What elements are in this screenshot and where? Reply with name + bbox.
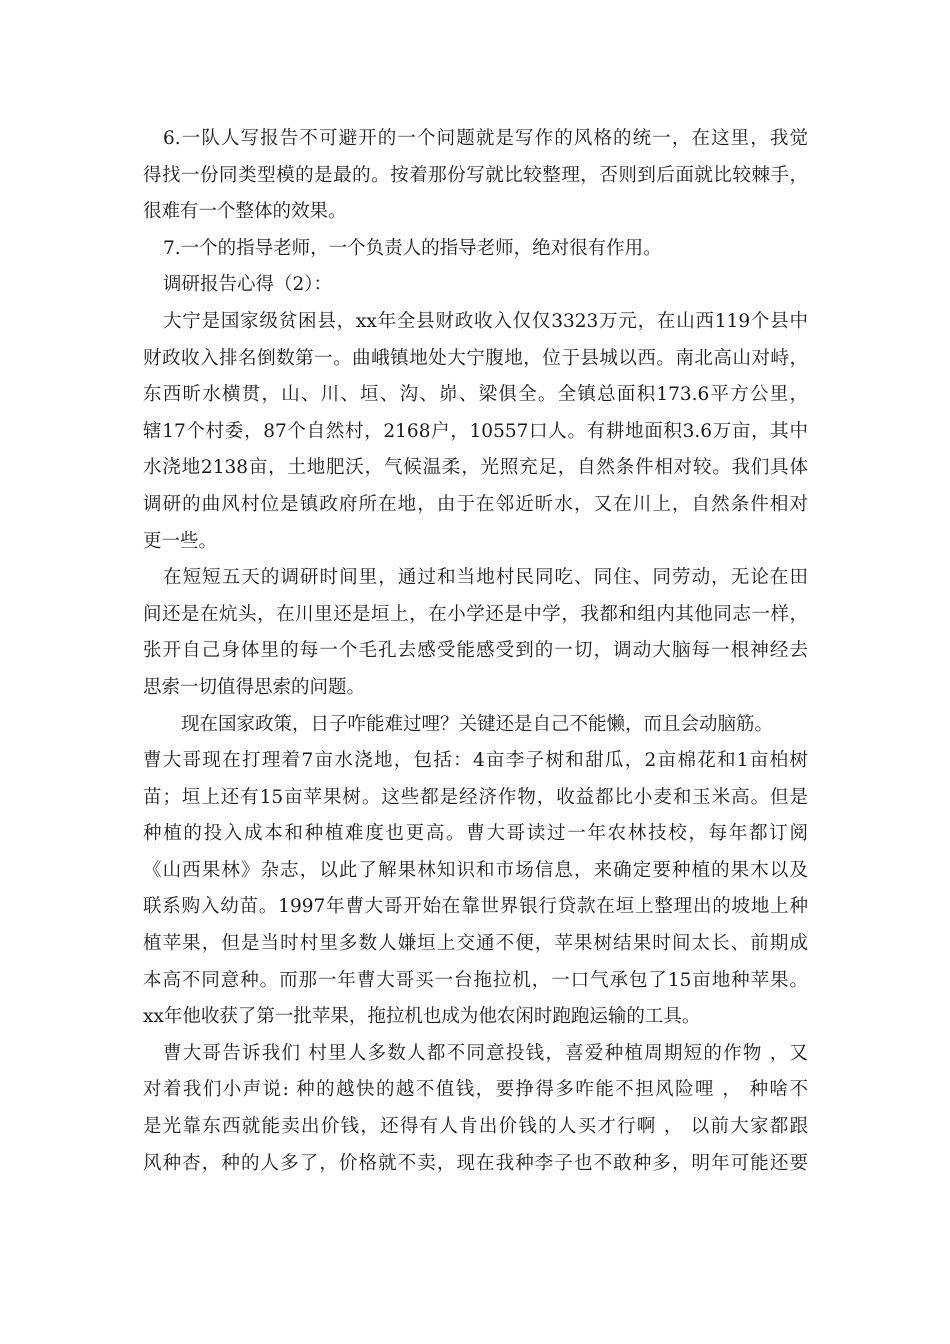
paragraph-cao-line-1: 现在国家政策，日子咋能难过哩？关键还是自己不能懒，而且会动脑筋。 xyxy=(181,713,774,735)
paragraph-fivedays-line-2: 间还是在炕头，在川里还是垣上，在小学还是中学，我都和组内其他同志一样， xyxy=(143,603,808,625)
paragraph-cao-line-8: 本高不同意种。而那一年曹大哥买一台拖拉机，一口气承包了15亩地种苹果。 xyxy=(143,969,808,991)
paragraph-fivedays-line-3: 张开自己身体里的每一个毛孔去感受能感受到的一切，调动大脑每一根神经去 xyxy=(143,640,808,662)
paragraph-cao-line-7: 植苹果，但是当时村里多数人嫌垣上交通不便，苹果树结果时间太长、前期成 xyxy=(143,933,808,955)
paragraph-cao-line-9: xx年他收获了第一批苹果，拖拉机也成为他农闲时跑跑运输的工具。 xyxy=(143,1006,701,1028)
paragraph-fivedays-line-4: 思索一切值得思索的问题。 xyxy=(143,676,366,698)
paragraph-caotells-line-2: 对着我们小声说: 种的越快的越不值钱，要挣得多咋能不担风险哩 ， 种啥不 xyxy=(143,1079,808,1101)
paragraph-daning-line-7: 更一些。 xyxy=(143,530,218,552)
paragraph-7-line-1: 7.一个的指导老师，一个负责人的指导老师，绝对很有作用。 xyxy=(163,237,662,259)
paragraph-daning-line-4: 辖17个村委，87个自然村，2168户，10557口人。有耕地面积3.6万亩，其中 xyxy=(143,420,808,442)
paragraph-caotells-line-4: 风种杏，种的人多了，价格就不卖，现在我种李子也不敢种多，明年可能还要 xyxy=(143,1152,808,1174)
paragraph-daning-line-3: 东西昕水横贯，山、川、垣、沟、峁、梁俱全。全镇总面积173.6平方公里， xyxy=(143,384,808,406)
section-heading: 调研报告心得（2）： xyxy=(163,274,333,296)
paragraph-daning-line-5: 水浇地2138亩，土地肥沃，气候温柔，光照充足，自然条件相对较。我们具体 xyxy=(143,457,808,479)
paragraph-fivedays-line-1: 在短短五天的调研时间里，通过和当地村民同吃、同住、同劳动，无论在田 xyxy=(163,567,808,589)
paragraph-6-line-2: 得找一份同类型模的是最的。按着那份写就比较整理，否则到后面就比较棘手， xyxy=(143,164,808,186)
paragraph-caotells-line-3: 是光靠东西就能卖出价钱，还得有人肯出价钱的人买才行啊 ， 以前大家都跟 xyxy=(143,1116,808,1138)
paragraph-cao-line-6: 联系购入幼苗。1997年曹大哥开始在靠世界银行贷款在垣上整理出的坡地上种 xyxy=(143,896,808,918)
paragraph-daning-line-2: 财政收入排名倒数第一。曲峨镇地处大宁腹地，位于县城以西。南北高山对峙， xyxy=(143,347,808,369)
paragraph-daning-line-1: 大宁是国家级贫困县，xx年全县财政收入仅仅3323万元，在山西119个县中 xyxy=(163,310,808,332)
paragraph-caotells-line-1: 曹大哥告诉我们 村里人多数人都不同意投钱，喜爱种植周期短的作物 ，又 xyxy=(163,1042,808,1064)
paragraph-daning-line-6: 调研的曲风村位是镇政府所在地，由于在邻近昕水，又在川上，自然条件相对 xyxy=(143,493,808,515)
paragraph-cao-line-3: 苗；垣上还有15亩苹果树。这些都是经济作物，收益都比小麦和玉米高。但是 xyxy=(143,786,808,808)
document-body xyxy=(143,121,808,1182)
paragraph-6-line-1: 6.一队人写报告不可避开的一个问题就是写作的风格的统一，在这里，我觉 xyxy=(163,128,808,149)
paragraph-6-line-3: 很难有一个整体的效果。 xyxy=(143,201,347,223)
paragraph-cao-line-4: 种植的投入成本和种植难度也更高。曹大哥读过一年农林技校，每年都订阅 xyxy=(143,823,808,845)
paragraph-cao-line-2: 曹大哥现在打理着7亩水浇地，包括：4亩李子树和甜瓜，2亩棉花和1亩柏树 xyxy=(143,750,808,772)
paragraph-cao-line-5: 《山西果林》杂志，以此了解果林知识和市场信息，来确定要种植的果木以及 xyxy=(143,859,808,881)
